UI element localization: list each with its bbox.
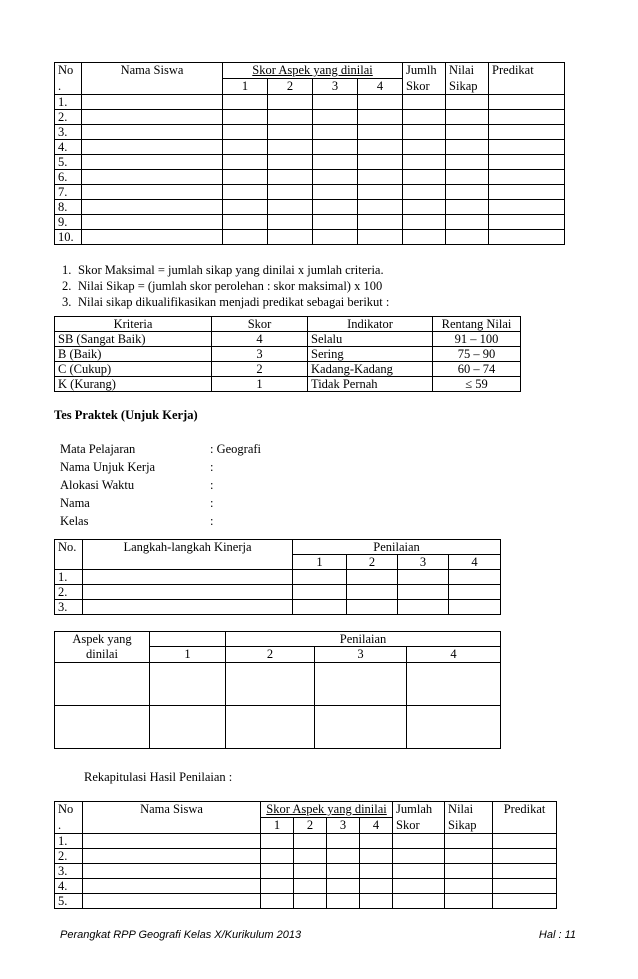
row-number: 4.: [55, 140, 82, 155]
footer-right: Hal : 11: [538, 929, 576, 941]
skor-cell: 3: [212, 347, 308, 362]
skor-cell: 1: [212, 377, 308, 392]
table-cell: [294, 849, 327, 864]
header-col-3: 3: [315, 647, 407, 663]
header-predikat: Predikat: [489, 63, 565, 79]
table-row: [55, 879, 557, 894]
table-cell: [82, 185, 223, 200]
table-cell: [393, 849, 445, 864]
table-cell: [82, 200, 223, 215]
table-cell: [82, 95, 223, 110]
header-col-4: 4: [449, 555, 501, 570]
row-number: 4.: [55, 879, 83, 894]
table-row: [55, 347, 521, 362]
table-cell: [268, 125, 313, 140]
table-cell: [223, 215, 268, 230]
table-cell: [347, 585, 398, 600]
table-cell: [327, 849, 360, 864]
table-cell: [313, 170, 358, 185]
table-cell: [223, 200, 268, 215]
table-cell: [226, 706, 315, 749]
table-row: [55, 585, 501, 600]
header-aspek-2: 2: [268, 79, 313, 95]
table-cell: [393, 834, 445, 849]
header-rentang-nilai: Rentang Nilai: [433, 317, 521, 332]
header-aspek-4: 4: [360, 818, 393, 834]
info-value: :: [210, 460, 214, 474]
table-cell: [223, 230, 268, 245]
header-jumlah: Jumlah: [393, 802, 445, 818]
table-cell: [223, 140, 268, 155]
table-cell: [489, 230, 565, 245]
rentang-nilai-cell: 91 – 100: [433, 332, 521, 347]
header-nama-siswa: Nama Siswa: [83, 802, 261, 818]
indikator-cell: Sering: [308, 347, 433, 362]
table-cell: [55, 706, 150, 749]
table-cell: [268, 200, 313, 215]
table-cell: [226, 663, 315, 706]
header-nilai: Nilai: [446, 63, 489, 79]
table-cell: [82, 140, 223, 155]
rentang-nilai-cell: 75 – 90: [433, 347, 521, 362]
table-cell: [293, 585, 347, 600]
row-number: 7.: [55, 185, 82, 200]
header-aspek-1: 1: [261, 818, 294, 834]
info-label: Alokasi Waktu: [60, 478, 135, 492]
table-cell: [403, 215, 446, 230]
indikator-cell: Tidak Pernah: [308, 377, 433, 392]
header-skor: Skor: [403, 79, 446, 95]
table-cell: [393, 894, 445, 909]
table-cell: [313, 155, 358, 170]
table-cell: [445, 894, 493, 909]
header-indikator: Indikator: [308, 317, 433, 332]
table-cell: [445, 834, 493, 849]
table-cell: [83, 834, 261, 849]
kriteria-cell: K (Kurang): [55, 377, 212, 392]
table-cell: [261, 879, 294, 894]
table-row: [55, 185, 565, 200]
table-row: [55, 600, 501, 615]
row-number: 5.: [55, 155, 82, 170]
table-cell: [315, 663, 407, 706]
table-cell: [407, 706, 501, 749]
header-dinilai: dinilai: [55, 647, 150, 663]
header-skor: Skor: [393, 818, 445, 834]
row-number: 2.: [55, 585, 83, 600]
table-cell: [150, 706, 226, 749]
header-nama-blank: [83, 818, 261, 834]
header-aspek-3: 3: [313, 79, 358, 95]
table-cell: [446, 155, 489, 170]
table-cell: [398, 570, 449, 585]
table-cell: [82, 170, 223, 185]
note-item: 1. Skor Maksimal = jumlah sikap yang dinilai x jumlah criteria.: [62, 263, 384, 277]
table-cell: [82, 230, 223, 245]
table-cell: [358, 200, 403, 215]
table-row: [55, 110, 565, 125]
table-cell: [489, 125, 565, 140]
table-cell: [327, 879, 360, 894]
table-cell: [489, 110, 565, 125]
table-cell: [268, 140, 313, 155]
header-nama-blank: [82, 79, 223, 95]
table-cell: [315, 706, 407, 749]
row-number: 1.: [55, 834, 83, 849]
table-cell: [493, 864, 557, 879]
table-cell: [83, 849, 261, 864]
table-cell: [223, 155, 268, 170]
table-cell: [83, 864, 261, 879]
table-cell: [268, 110, 313, 125]
table-row: [55, 155, 565, 170]
predikat-criteria-table: [54, 316, 521, 392]
table-cell: [445, 879, 493, 894]
rentang-nilai-cell: ≤ 59: [433, 377, 521, 392]
table-cell: [449, 570, 501, 585]
table-cell: [493, 849, 557, 864]
table-cell: [358, 140, 403, 155]
footer-left: Perangkat RPP Geografi Kelas X/Kurikulum 2013: [60, 929, 302, 941]
table-row: [55, 140, 565, 155]
row-number: 1.: [55, 570, 83, 585]
header-predikat-blank: [493, 818, 557, 834]
table-cell: [403, 95, 446, 110]
header-nilai: Nilai: [445, 802, 493, 818]
row-number: 3.: [55, 864, 83, 879]
skor-cell: 4: [212, 332, 308, 347]
header-no-dot: .: [55, 818, 83, 834]
table-cell: [83, 600, 293, 615]
table-row: [55, 215, 565, 230]
row-number: 3.: [55, 600, 83, 615]
table-cell: [446, 110, 489, 125]
kriteria-cell: C (Cukup): [55, 362, 212, 377]
table-cell: [223, 170, 268, 185]
table-cell: [449, 600, 501, 615]
table-cell: [393, 864, 445, 879]
header-jumlah: Jumlh: [403, 63, 446, 79]
header-langkah-blank: [83, 555, 293, 570]
table-cell: [82, 215, 223, 230]
aspek-penilaian-table: [54, 631, 501, 749]
table-cell: [446, 170, 489, 185]
table-row: [55, 377, 521, 392]
header-skor: Skor: [212, 317, 308, 332]
header-skor-aspek: Skor Aspek yang dinilai: [261, 802, 393, 818]
row-number: 6.: [55, 170, 82, 185]
table-cell: [360, 849, 393, 864]
row-number: 3.: [55, 125, 82, 140]
table-cell: [223, 125, 268, 140]
table-cell: [489, 170, 565, 185]
info-label: Nama: [60, 496, 90, 510]
note-item: 3. Nilai sikap dikualifikasikan menjadi predikat sebagai berikut :: [62, 295, 390, 309]
header-aspek: Aspek yang: [55, 632, 150, 647]
table-cell: [358, 125, 403, 140]
table-cell: [261, 834, 294, 849]
table-cell: [449, 585, 501, 600]
table-cell: [403, 230, 446, 245]
table-cell: [83, 879, 261, 894]
table-row: [55, 894, 557, 909]
table-cell: [327, 894, 360, 909]
header-col-1: 1: [293, 555, 347, 570]
table-cell: [398, 585, 449, 600]
table-cell: [489, 185, 565, 200]
row-number: 9.: [55, 215, 82, 230]
note-item: 2. Nilai Sikap = (jumlah skor perolehan : skor maksimal) x 100: [62, 279, 383, 293]
header-penilaian: Penilaian: [293, 540, 501, 555]
indikator-cell: Kadang-Kadang: [308, 362, 433, 377]
table-cell: [313, 215, 358, 230]
header-langkah: Langkah-langkah Kinerja: [83, 540, 293, 555]
table-cell: [150, 663, 226, 706]
info-label: Mata Pelajaran: [60, 442, 136, 456]
table-cell: [358, 185, 403, 200]
table-cell: [445, 864, 493, 879]
table-cell: [313, 110, 358, 125]
table-cell: [358, 95, 403, 110]
assessment-table-sikap: [54, 62, 565, 245]
header-no: No: [55, 802, 83, 818]
header-aspek-2: 2: [294, 818, 327, 834]
header-col-4: 4: [407, 647, 501, 663]
table-cell: [347, 570, 398, 585]
header-aspek-4: 4: [358, 79, 403, 95]
row-number: 2.: [55, 849, 83, 864]
table-cell: [446, 185, 489, 200]
header-no-blank: [55, 555, 83, 570]
row-number: 1.: [55, 95, 82, 110]
header-skor-aspek: Skor Aspek yang dinilai: [223, 63, 403, 79]
table-row: [55, 200, 565, 215]
header-aspek-1: 1: [223, 79, 268, 95]
table-cell: [313, 125, 358, 140]
table-cell: [393, 879, 445, 894]
info-value: : Geografi: [210, 442, 262, 456]
header-penilaian: Penilaian: [226, 632, 501, 647]
notes-list: [62, 262, 389, 310]
table-cell: [489, 140, 565, 155]
header-kriteria: Kriteria: [55, 317, 212, 332]
header-sikap: Sikap: [445, 818, 493, 834]
table-cell: [55, 663, 150, 706]
header-predikat-blank: [489, 79, 565, 95]
header-sikap: Sikap: [446, 79, 489, 95]
table-cell: [223, 95, 268, 110]
table-cell: [446, 140, 489, 155]
section-title-rekapitulasi: Rekapitulasi Hasil Penilaian :: [84, 770, 233, 784]
kriteria-cell: B (Baik): [55, 347, 212, 362]
table-cell: [358, 230, 403, 245]
table-cell: [268, 215, 313, 230]
table-cell: [223, 185, 268, 200]
table-cell: [261, 894, 294, 909]
table-cell: [313, 200, 358, 215]
table-cell: [489, 200, 565, 215]
table-cell: [489, 215, 565, 230]
table-cell: [261, 849, 294, 864]
table-cell: [294, 864, 327, 879]
table-row: [55, 834, 557, 849]
table-cell: [82, 110, 223, 125]
table-cell: [268, 185, 313, 200]
section-title-tes-praktek: Tes Praktek (Unjuk Kerja): [54, 408, 198, 422]
table-row: [55, 170, 565, 185]
table-cell: [223, 110, 268, 125]
row-number: 5.: [55, 894, 83, 909]
skor-cell: 2: [212, 362, 308, 377]
table-cell: [446, 125, 489, 140]
header-predikat: Predikat: [493, 802, 557, 818]
table-cell: [313, 230, 358, 245]
header-col-3: 3: [398, 555, 449, 570]
table-cell: [268, 155, 313, 170]
table-cell: [347, 600, 398, 615]
table-cell: [294, 894, 327, 909]
table-row: [55, 95, 565, 110]
table-cell: [446, 95, 489, 110]
table-cell: [489, 95, 565, 110]
table-cell: [268, 230, 313, 245]
table-cell: [83, 570, 293, 585]
table-cell: [360, 894, 393, 909]
table-row: [55, 125, 565, 140]
table-cell: [493, 834, 557, 849]
header-no: No: [55, 63, 82, 79]
table-row: [55, 849, 557, 864]
table-row: [55, 864, 557, 879]
info-value: :: [210, 478, 214, 492]
table-cell: [327, 864, 360, 879]
table-row: [55, 362, 521, 377]
info-value: :: [210, 496, 214, 510]
table-cell: [403, 110, 446, 125]
header-col-1: 1: [150, 647, 226, 663]
table-cell: [293, 600, 347, 615]
table-cell: [261, 864, 294, 879]
info-value: :: [210, 514, 214, 528]
table-cell: [493, 879, 557, 894]
table-cell: [293, 570, 347, 585]
table-cell: [403, 200, 446, 215]
table-cell: [294, 879, 327, 894]
row-number: 10.: [55, 230, 82, 245]
table-cell: [360, 879, 393, 894]
row-number: 8.: [55, 200, 82, 215]
table-row: [55, 570, 501, 585]
table-cell: [403, 170, 446, 185]
header-col-2: 2: [347, 555, 398, 570]
table-cell: [313, 95, 358, 110]
table-cell: [358, 170, 403, 185]
table-cell: [358, 155, 403, 170]
table-cell: [313, 185, 358, 200]
table-cell: [82, 125, 223, 140]
table-cell: [313, 140, 358, 155]
info-label: Kelas: [60, 514, 89, 528]
table-cell: [445, 849, 493, 864]
header-col-2: 2: [226, 647, 315, 663]
table-cell: [403, 155, 446, 170]
header-nama-siswa: Nama Siswa: [82, 63, 223, 79]
table-cell: [83, 585, 293, 600]
rekapitulasi-table: [54, 801, 557, 909]
row-number: 2.: [55, 110, 82, 125]
table-cell: [294, 834, 327, 849]
table-cell: [403, 185, 446, 200]
table-cell: [327, 834, 360, 849]
table-cell: [268, 170, 313, 185]
rentang-nilai-cell: 60 – 74: [433, 362, 521, 377]
table-cell: [360, 834, 393, 849]
table-row: [55, 332, 521, 347]
table-cell: [403, 125, 446, 140]
table-cell: [398, 600, 449, 615]
table-cell: [82, 155, 223, 170]
table-cell: [358, 110, 403, 125]
table-row: [55, 230, 565, 245]
info-label: Nama Unjuk Kerja: [60, 460, 156, 474]
table-cell: [446, 215, 489, 230]
kriteria-cell: SB (Sangat Baik): [55, 332, 212, 347]
table-cell: [446, 200, 489, 215]
header-no-dot: .: [55, 79, 82, 95]
table-cell: [358, 215, 403, 230]
table-cell: [403, 140, 446, 155]
table-cell: [360, 864, 393, 879]
table-cell: [489, 155, 565, 170]
header-blank: [150, 632, 226, 647]
table-cell: [493, 894, 557, 909]
header-no: No.: [55, 540, 83, 555]
indikator-cell: Selalu: [308, 332, 433, 347]
table-cell: [446, 230, 489, 245]
langkah-kinerja-table: [54, 539, 501, 615]
table-cell: [83, 894, 261, 909]
table-cell: [407, 663, 501, 706]
header-aspek-3: 3: [327, 818, 360, 834]
table-cell: [268, 95, 313, 110]
